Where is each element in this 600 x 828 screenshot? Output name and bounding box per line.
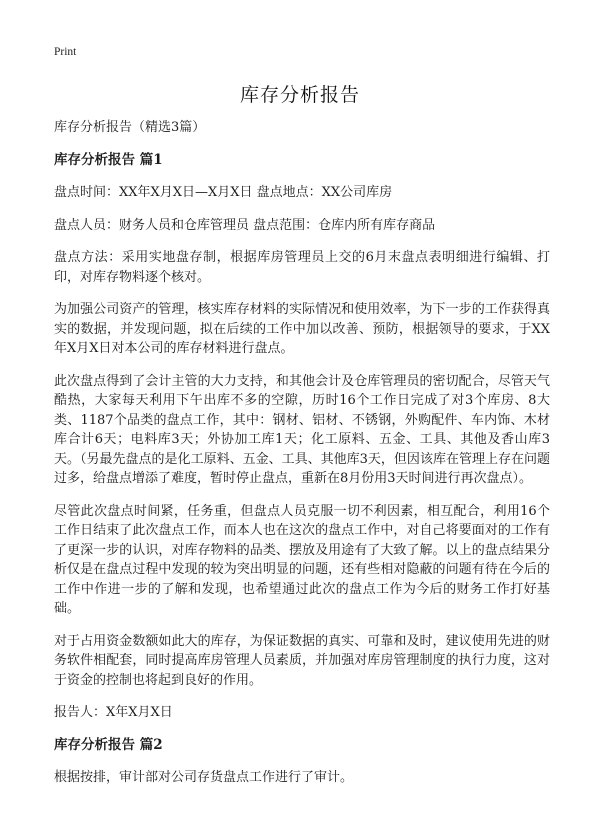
paragraph-audit: 根据按排，审计部对公司存货盘点工作进行了审计。 xyxy=(54,770,354,785)
paragraph-process: 此次盘点得到了会计主管的大力支持，和其他会计及仓库管理员的密切配合，尽管天气酷热，大家每天利用下午出库不多的空隙，历时16个工作日完成了对3个库房、8大类、1187个品类的盘点工作，其中：钢材、铝材、不锈钢，外购配件、车内饰、木材库合计6天；电料库3天；外协加工库1天；化工原料、五金、工具、其他及香山库3天。（另最先盘点的是化工原料、五金、工具、其他库3天，但因该库在管理上存在问题过多，给盘点增添了难度，暂时停止盘点，重新在8月份用3天时间进行再次盘点）。 xyxy=(54,373,550,486)
paragraph-inventory-staff: 盘点人员：财务人员和仓库管理员 盘点范围：仓库内所有库存商品 xyxy=(54,217,436,233)
paragraph-summary: 尽管此次盘点时间紧，任务重，但盘点人员克服一切不利因素，相互配合，利用16个工作日结束了此次盘点工作，而本人也在这次的盘点工作中，对自己将要面对的工作有了更深一步的认识，对库存物料的品类、摆放及用途有了大致了解。以上的盘点结果分析仅是在盘点过程中发现的较为突出明显的问题，还有些相对隐蔽的问题有待在今后的工作中作进一步的了解和发现，也希望通过此次的盘点工作为今后的财务工作打好基础。 xyxy=(54,503,550,616)
paragraph-inventory-time: 盘点时间：XX年X月X日—X月X日 盘点地点：XX公司库房 xyxy=(54,185,393,200)
paragraph-suggestion: 对于占用资金数额如此大的库存，为保证数据的真实、可靠和及时，建议使用先进的财务软件相配套，同时提高库房管理人员素质，并加强对库房管理制度的执行力度，这对于资金的控制也将起到良好的作用。 xyxy=(54,633,550,688)
paragraph-reporter: 报告人：X年X月X日 xyxy=(54,705,173,720)
section-1-heading: 库存分析报告 篇1 xyxy=(54,151,163,168)
document-body xyxy=(54,118,550,801)
document-subtitle: 库存分析报告（精选3篇） xyxy=(54,120,206,135)
page-title: 库存分析报告 xyxy=(239,84,360,106)
paragraph-purpose: 为加强公司资产的管理，核实库存材料的实际情况和使用效率，为下一步的工作获得真实的数据，并发现问题，拟在后续的工作中加以改善、预防，根据领导的要求，于XX年X月X日对本公司的库存材料进行盘点。 xyxy=(54,302,550,356)
paragraph-inventory-method: 盘点方法：采用实地盘存制，根据库房管理员上交的6月末盘点表明细进行编辑、打印，对库存物料逐个核对。 xyxy=(54,250,550,285)
print-label: Print xyxy=(54,46,77,58)
section-2-heading: 库存分析报告 篇2 xyxy=(54,736,163,753)
